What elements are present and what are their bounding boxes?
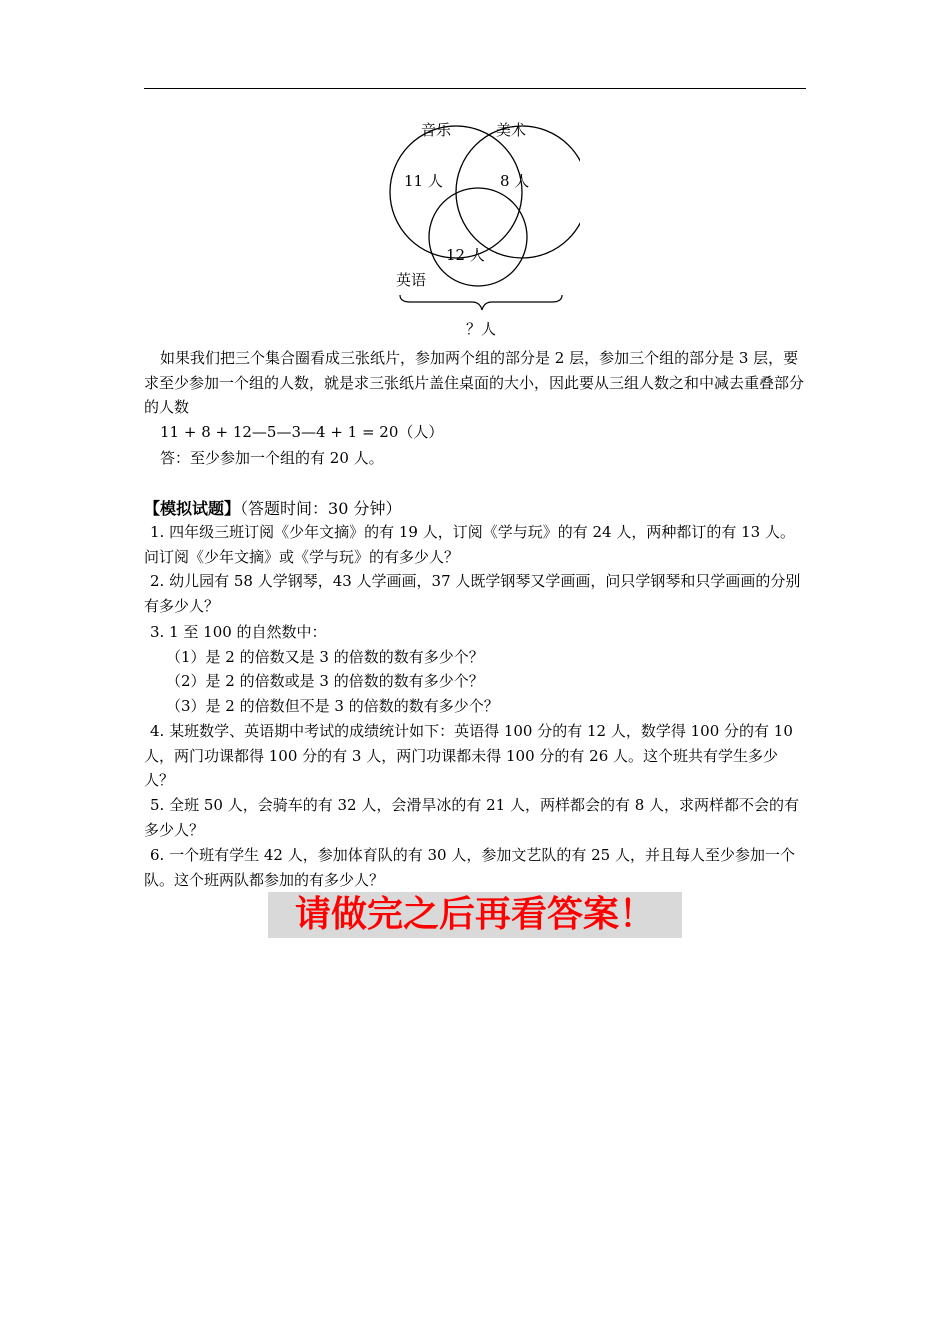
- count-music: 11 人: [404, 172, 443, 190]
- question-3-part-1: （1）是 2 的倍数又是 3 的倍数的数有多少个？: [166, 648, 484, 666]
- circle-art: [456, 126, 580, 258]
- question-4: 4. 某班数学、英语期中考试的成绩统计如下：英语得 100 分的有 12 人，数学得 100 分的有 10 人，两门功课都得 100 分的有 3 人，两门功课都未得 100 分的有 26 人。这个班共有学生多少人？: [144, 722, 793, 789]
- total-unknown: ？人: [466, 320, 497, 338]
- question-3-part-3: （3）是 2 的倍数但不是 3 的倍数的数有多少个？: [166, 697, 499, 715]
- answer: 答：至少参加一个组的有 20 人。: [160, 449, 384, 467]
- explanation-paragraph: 如果我们把三个集合圈看成三张纸片，参加两个组的部分是 2 层，参加三个组的部分是 3 层，要求至少参加一个组的人数，就是求三张纸片盖住桌面的大小，因此要从三组人数之和中减去重叠部分的人数: [144, 349, 805, 416]
- header-rule: [144, 88, 806, 89]
- section-heading: [144, 496, 401, 519]
- question-5: 5. 全班 50 人，会骑车的有 32 人，会滑旱冰的有 21 人，两样都会的有 8 人，求两样都不会的有多少人？: [144, 796, 800, 839]
- question-3: 3. 1 至 100 的自然数中：: [150, 623, 327, 641]
- reminder-banner: 请做完之后再看答案！: [268, 892, 682, 938]
- question-3-part-2: （2）是 2 的倍数或是 3 的倍数的数有多少个？: [166, 672, 484, 690]
- section-title: 【模拟试题】: [144, 499, 241, 518]
- label-music: 音乐: [421, 121, 452, 139]
- question-2: 2. 幼儿园有 58 人学钢琴，43 人学画画，37 人既学钢琴又学画画，问只学钢琴和只学画画的分别有多少人？: [144, 572, 801, 615]
- count-english: 12 人: [446, 246, 485, 264]
- question-1: 1. 四年级三班订阅《少年文摘》的有 19 人，订阅《学与玩》的有 24 人，两种都订的有 13 人。问订阅《少年文摘》或《学与玩》的有多少人？: [144, 523, 795, 566]
- venn-diagram: [380, 112, 580, 344]
- brace: [400, 295, 562, 310]
- label-art: 美术: [496, 121, 527, 139]
- label-english: 英语: [396, 271, 427, 289]
- question-6: 6. 一个班有学生 42 人，参加体育队的有 30 人，参加文艺队的有 25 人，并且每人至少参加一个队。这个班两队都参加的有多少人？: [144, 846, 795, 889]
- formula: 11 + 8 + 12—5—3—4 + 1 = 20（人）: [160, 423, 444, 441]
- venn-svg: [380, 112, 580, 344]
- time-note: （答题时间：30 分钟）: [240, 499, 402, 518]
- count-art: 8 人: [500, 172, 530, 190]
- circle-english: [429, 188, 527, 286]
